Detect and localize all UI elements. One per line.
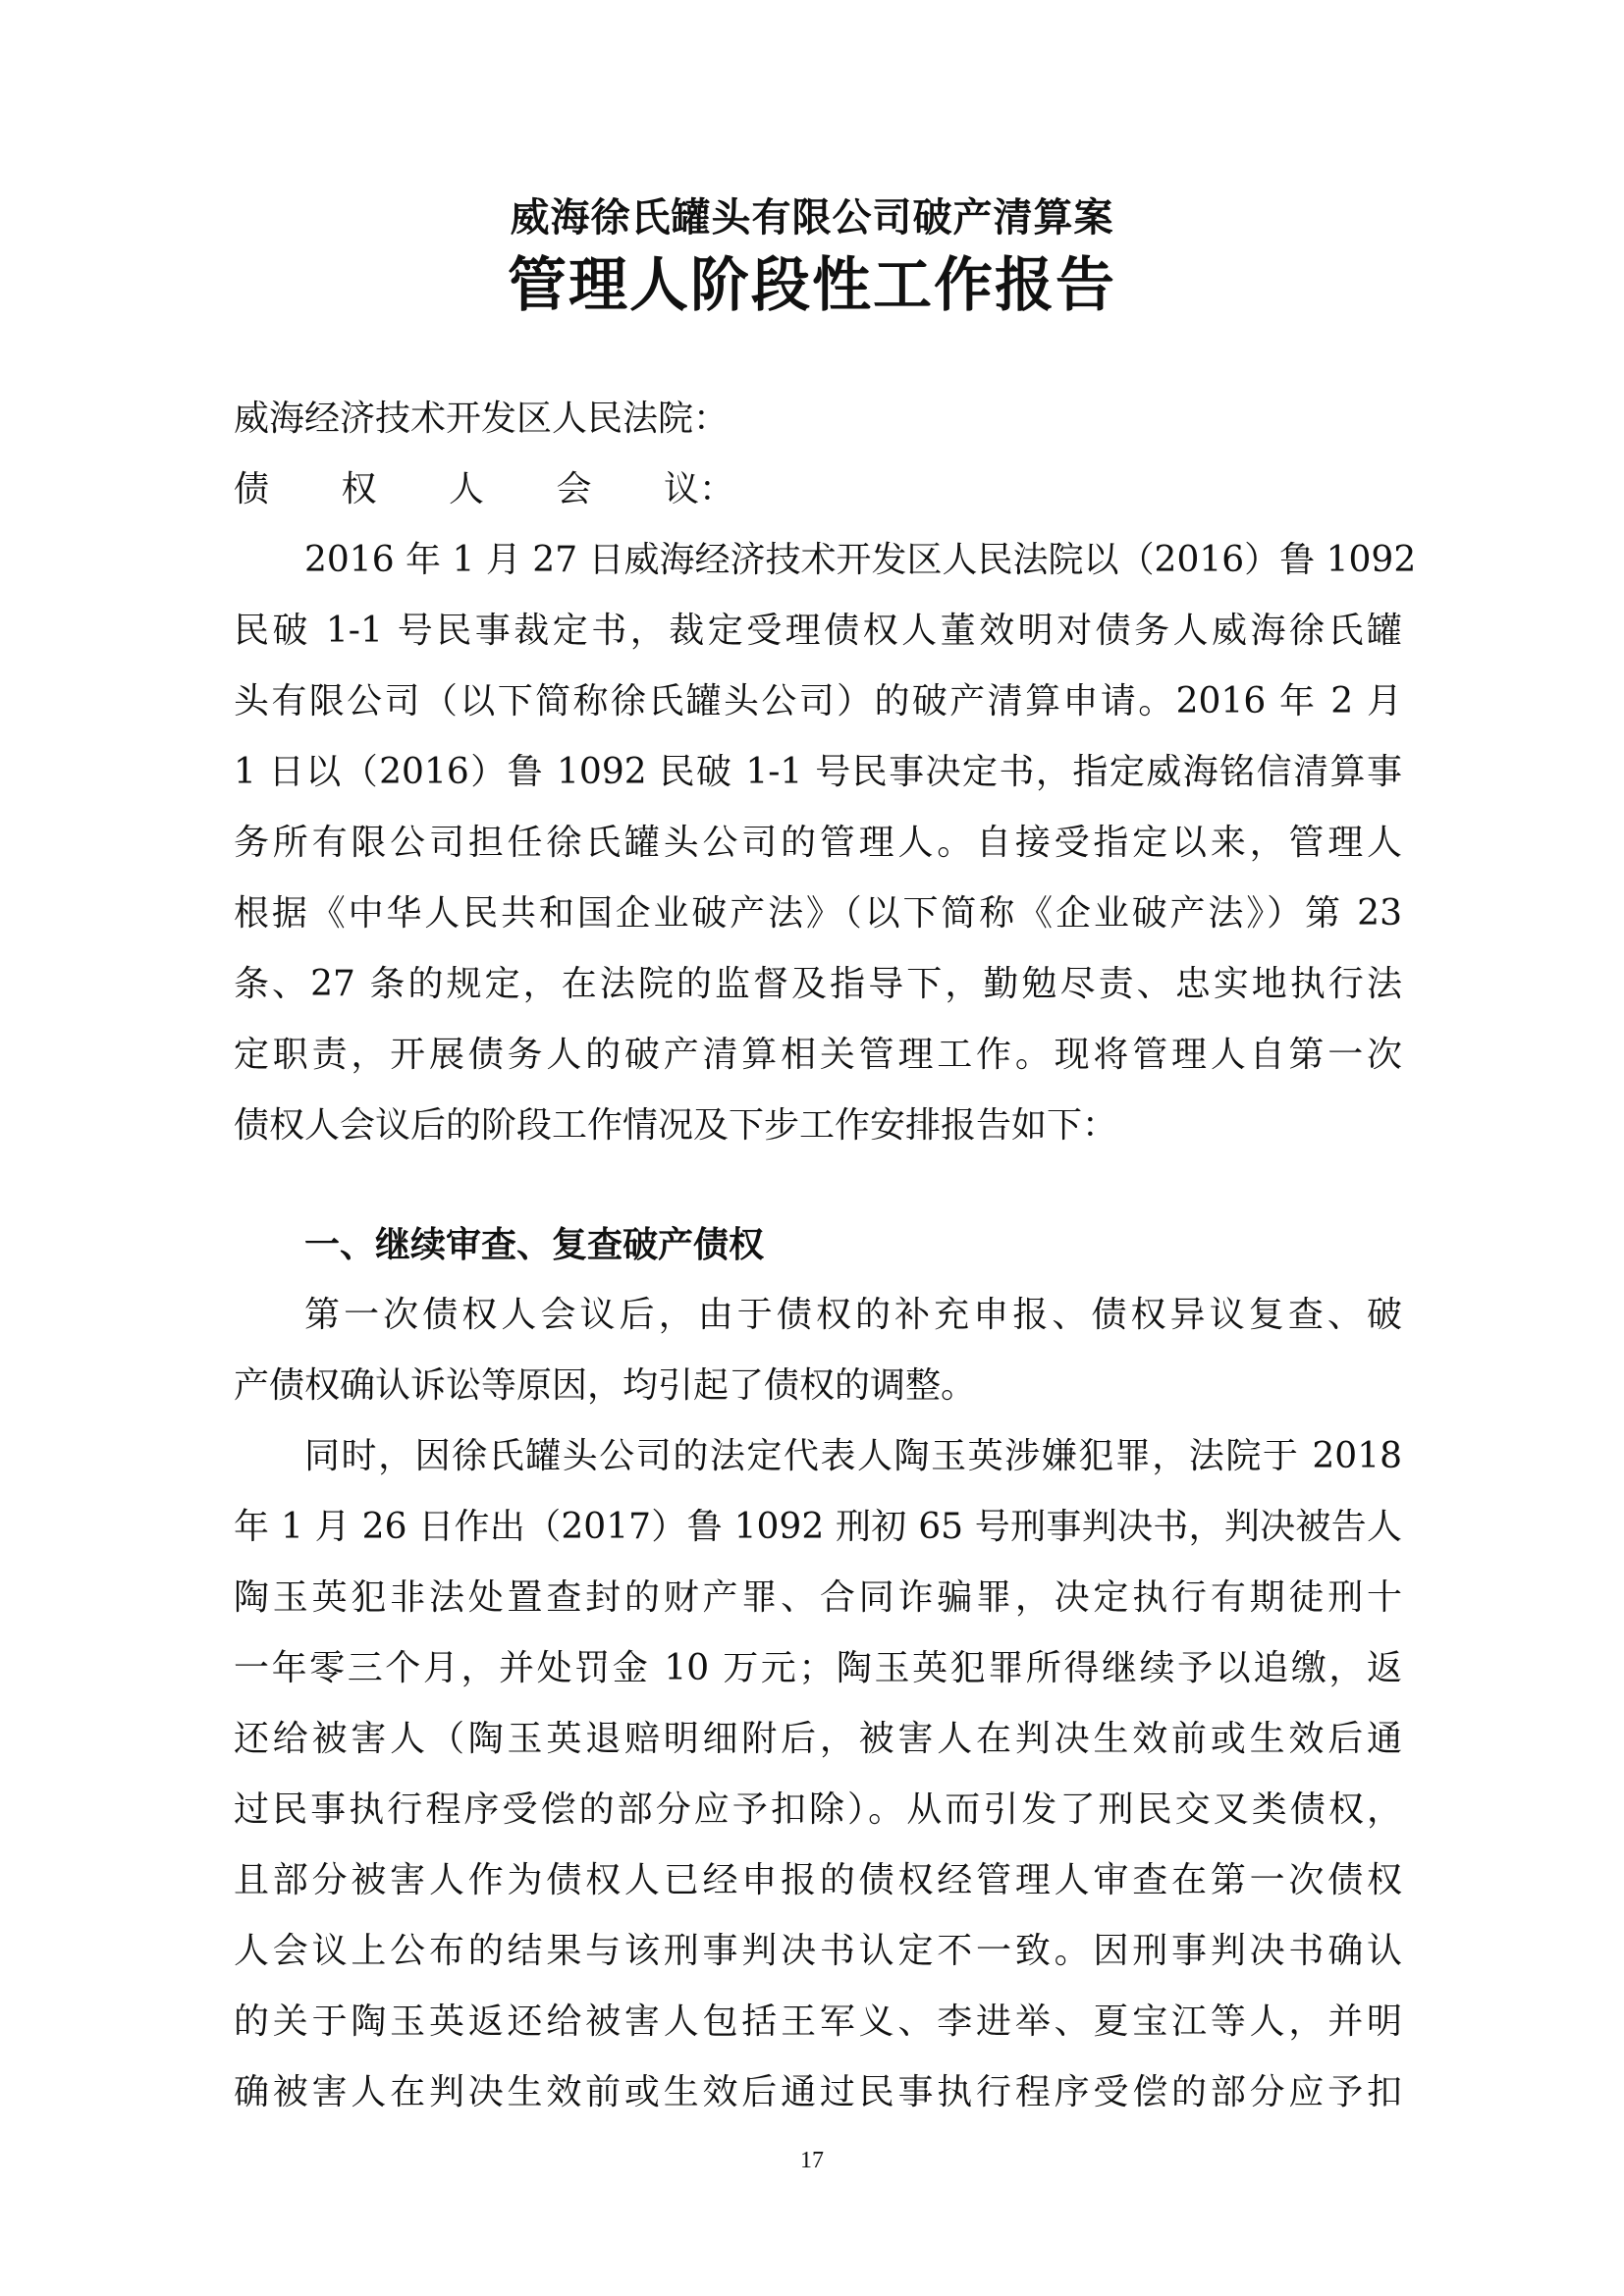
section-para-line: 同时，因徐氏罐头公司的法定代表人陶玉英涉嫌犯罪，法院于 2018 xyxy=(304,1436,1402,1476)
section-para-line: 的关于陶玉英返还给被害人包括王军义、李进举、夏宝江等人，并明 xyxy=(234,2002,1402,2042)
intro-line: 定职责，开展债务人的破产清算相关管理工作。现将管理人自第一次 xyxy=(234,1035,1402,1075)
addressee-char: 人 xyxy=(448,469,484,509)
intro-line: 2016 年 1 月 27 日威海经济技术开发区人民法院以（2016）鲁 1092 xyxy=(304,540,1417,580)
addressee-char: 权 xyxy=(341,469,377,509)
section-para-line: 年 1 月 26 日作出（2017）鲁 1092 刑初 65 号刑事判决书，判决被告人 xyxy=(234,1507,1402,1547)
section-para-line: 产债权确认诉讼等原因，均引起了债权的调整。 xyxy=(234,1365,977,1406)
intro-line: 务所有限公司担任徐氏罐头公司的管理人。自接受指定以来，管理人 xyxy=(234,823,1402,863)
addressee-court: 威海经济技术开发区人民法院： xyxy=(234,399,730,439)
addressee-char: 会 xyxy=(556,469,592,509)
section-para-line: 过民事执行程序受偿的部分应予扣除）。从而引发了刑民交叉类债权， xyxy=(234,1789,1402,1830)
intro-line: 民破 1-1 号民事裁定书，裁定受理债权人董效明对债务人威海徐氏罐 xyxy=(234,611,1402,651)
intro-line: 头有限公司（以下简称徐氏罐头公司）的破产清算申请。2016 年 2 月 xyxy=(234,681,1402,721)
section-para-line: 陶玉英犯非法处置查封的财产罪、合同诈骗罪，决定执行有期徒刑十 xyxy=(234,1577,1402,1618)
addressee-char: 债 xyxy=(234,469,270,509)
section-para-line: 还给被害人（陶玉英退赔明细附后，被害人在判决生效前或生效后通 xyxy=(234,1719,1402,1759)
section-para-line: 一年零三个月，并处罚金 10 万元；陶玉英犯罪所得继续予以追缴，返 xyxy=(234,1648,1402,1688)
document-title-report: 管理人阶段性工作报告 xyxy=(508,251,1116,320)
intro-line: 债权人会议后的阶段工作情况及下步工作安排报告如下： xyxy=(234,1105,1118,1146)
section-heading: 一、继续审查、复查破产债权 xyxy=(304,1224,765,1265)
intro-line: 1 日以（2016）鲁 1092 民破 1-1 号民事决定书，指定威海铭信清算事 xyxy=(234,752,1402,792)
document-title-case: 威海徐氏罐头有限公司破产清算案 xyxy=(510,194,1114,240)
section-para-line: 且部分被害人作为债权人已经申报的债权经管理人审查在第一次债权 xyxy=(234,1860,1402,1900)
intro-line: 根据《中华人民共和国企业破产法》（以下简称《企业破产法》）第 23 xyxy=(234,893,1402,934)
addressee-char: 议： xyxy=(663,469,734,509)
addressee-creditors-meeting xyxy=(234,460,1402,519)
section-para-line: 第一次债权人会议后，由于债权的补充申报、债权异议复查、破 xyxy=(304,1295,1402,1335)
page-number: 17 xyxy=(800,2148,824,2173)
section-para-line: 确被害人在判决生效前或生效后通过民事执行程序受偿的部分应予扣 xyxy=(234,2072,1402,2112)
section-para-line: 人会议上公布的结果与该刑事判决书认定不一致。因刑事判决书确认 xyxy=(234,1931,1402,1971)
intro-line: 条、27 条的规定，在法院的监督及指导下，勤勉尽责、忠实地执行法 xyxy=(234,964,1402,1004)
